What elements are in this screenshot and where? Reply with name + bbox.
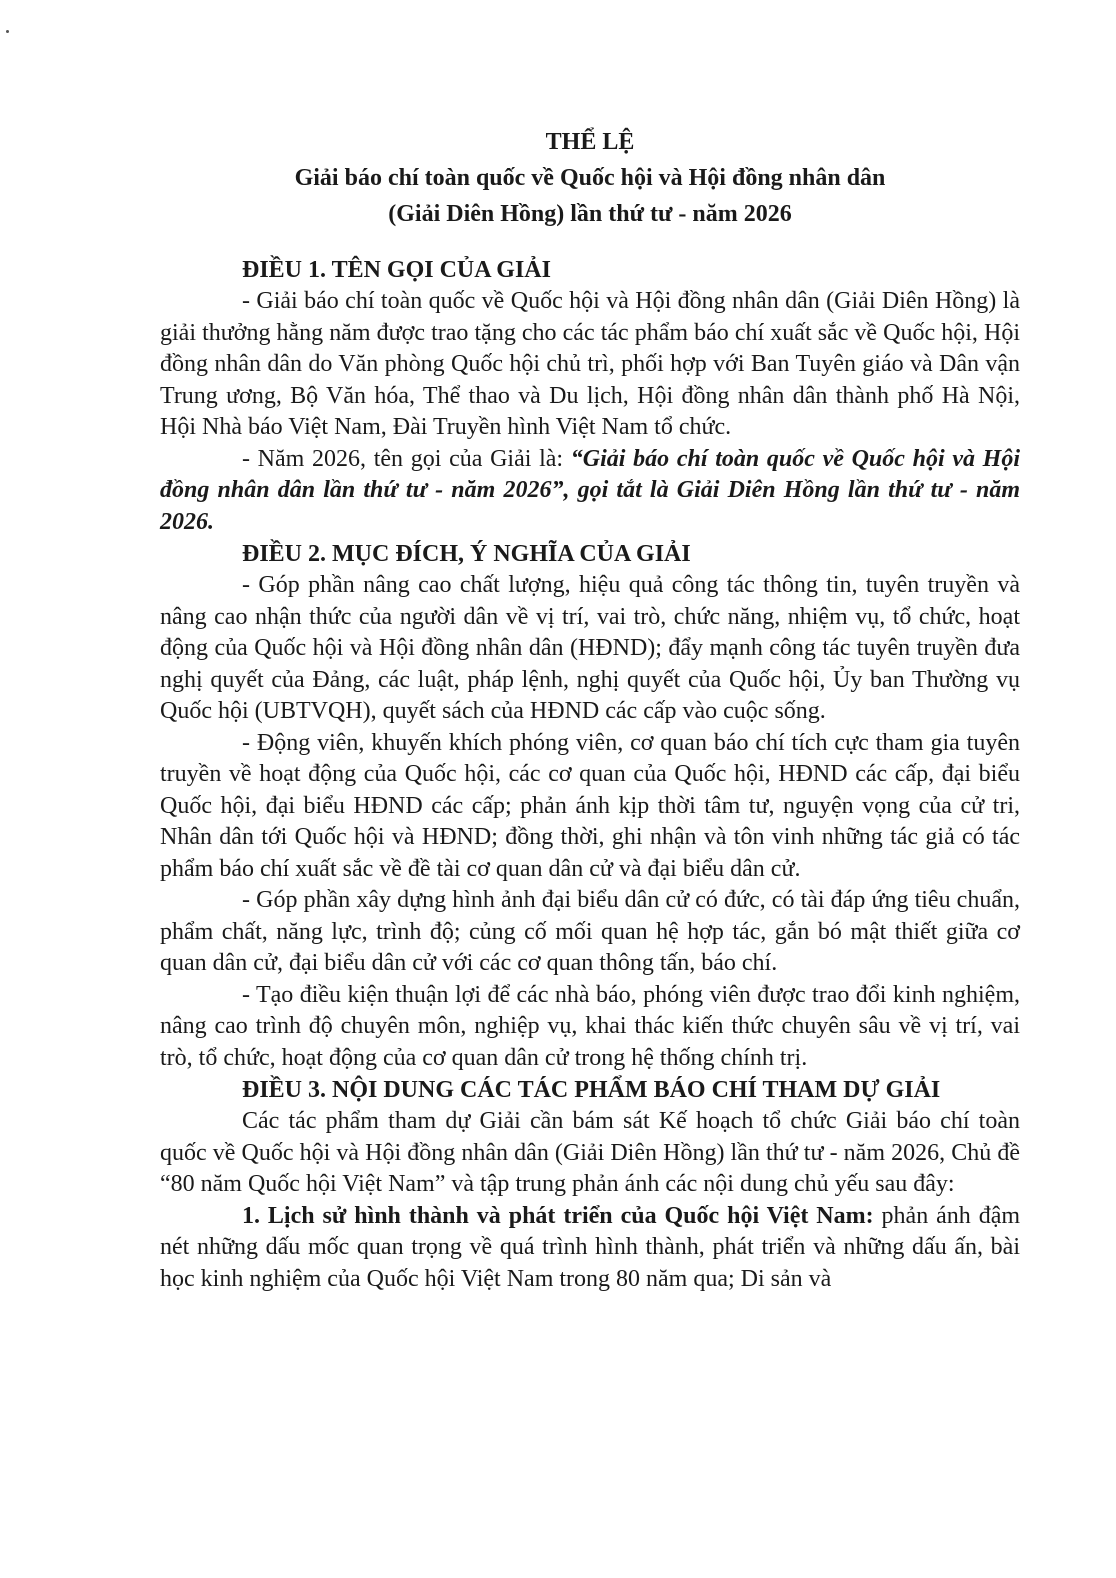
title-line-1: THỂ LỆ	[545, 129, 635, 155]
title-line-2: Giải báo chí toàn quốc về Quốc hội và Hội đồng nhân dân	[294, 165, 886, 191]
article-1-paragraph-2-prefix: - Năm 2026, tên gọi của Giải là:	[242, 445, 571, 472]
article-2-paragraph-4: - Tạo điều kiện thuận lợi để các nhà báo, phóng viên được trao đổi kinh nghiệm, nâng cao trình độ chuyên môn, nghiệp vụ, khai thác kiến thức chuyên sâu về vị trí, vai trò, tổ chức, hoạt động của cơ quan dân cử trong hệ thống chính trị.	[160, 981, 1020, 1071]
article-3-heading: ĐIỀU 3. NỘI DUNG CÁC TÁC PHẨM BÁO CHÍ THAM DỰ GIẢI	[242, 1077, 941, 1103]
document-title	[160, 124, 1020, 232]
article-3-item-1-label: 1. Lịch sử hình thành và phát triển của Quốc hội Việt Nam:	[242, 1202, 874, 1229]
award-official-name: “Giải báo chí toàn quốc về Quốc hội và Hội đồng nhân dân lần thứ tư - năm 2026”, gọi tắt là Giải Diên Hồng lần thứ tư - năm 2026.	[160, 445, 1020, 535]
article-1-paragraph-2	[160, 444, 1020, 539]
article-3-paragraph-1: Các tác phẩm tham dự Giải cần bám sát Kế hoạch tổ chức Giải báo chí toàn quốc về Quốc hội và Hội đồng nhân dân (Giải Diên Hồng) lần thứ tư - năm 2026, Chủ đề “80 năm Quốc hội Việt Nam” và tập trung phản ánh các nội dung chủ yếu sau đây:	[160, 1108, 1020, 1197]
article-3-item-1	[160, 1201, 1020, 1296]
title-line-3: (Giải Diên Hồng) lần thứ tư - năm 2026	[388, 201, 792, 227]
article-2-heading: ĐIỀU 2. MỤC ĐÍCH, Ý NGHĨA CỦA GIẢI	[242, 541, 691, 567]
article-1-heading: ĐIỀU 1. TÊN GỌI CỦA GIẢI	[242, 257, 551, 283]
article-1-paragraph-1: - Giải báo chí toàn quốc về Quốc hội và Hội đồng nhân dân (Giải Diên Hồng) là giải thưởng hằng năm được trao tặng cho các tác phẩm báo chí xuất sắc về Quốc hội, Hội đồng nhân dân do Văn phòng Quốc hội chủ trì, phối hợp với Ban Tuyên giáo và Dân vận Trung ương, Bộ Văn hóa, Thể thao và Du lịch, Hội đồng nhân dân thành phố Hà Nội, Hội Nhà báo Việt Nam, Đài Truyền hình Việt Nam tổ chức.	[160, 288, 1020, 440]
article-2-paragraph-3: - Góp phần xây dựng hình ảnh đại biểu dân cử có đức, có tài đáp ứng tiêu chuẩn, phẩm chất, năng lực, trình độ; củng cố mối quan hệ hợp tác, gắn bó mật thiết giữa cơ quan dân cử, đại biểu dân cử với các cơ quan thông tấn, báo chí.	[160, 887, 1020, 976]
document-page	[160, 124, 1020, 1295]
article-2-paragraph-2: - Động viên, khuyến khích phóng viên, cơ quan báo chí tích cực tham gia tuyên truyền về hoạt động của Quốc hội, các cơ quan của Quốc hội, HĐND các cấp, đại biểu Quốc hội, đại biểu HĐND các cấp; phản ánh kịp thời tâm tư, nguyện vọng của cử tri, Nhân dân tới Quốc hội và HĐND; đồng thời, ghi nhận và tôn vinh những tác giả có tác phẩm báo chí xuất sắc về đề tài cơ quan dân cử và đại biểu dân cử.	[160, 729, 1020, 882]
article-3-item-1-text: phản ánh đậm nét những dấu mốc quan trọng về quá trình hình thành, phát triển và những dấu ấn, bài học kinh nghiệm của Quốc hội Việt Nam trong 80 năm qua; Di sản và	[160, 1202, 1021, 1292]
scan-speck	[6, 30, 9, 33]
article-2-paragraph-1: - Góp phần nâng cao chất lượng, hiệu quả công tác thông tin, tuyên truyền và nâng cao nhận thức của người dân về vị trí, vai trò, chức năng, nhiệm vụ, tổ chức, hoạt động của Quốc hội và Hội đồng nhân dân (HĐND); đẩy mạnh công tác tuyên truyền đưa nghị quyết của Đảng, các luật, pháp lệnh, nghị quyết của Quốc hội, Ủy ban Thường vụ Quốc hội (UBTVQH), quyết sách của HĐND các cấp vào cuộc sống.	[160, 572, 1020, 724]
